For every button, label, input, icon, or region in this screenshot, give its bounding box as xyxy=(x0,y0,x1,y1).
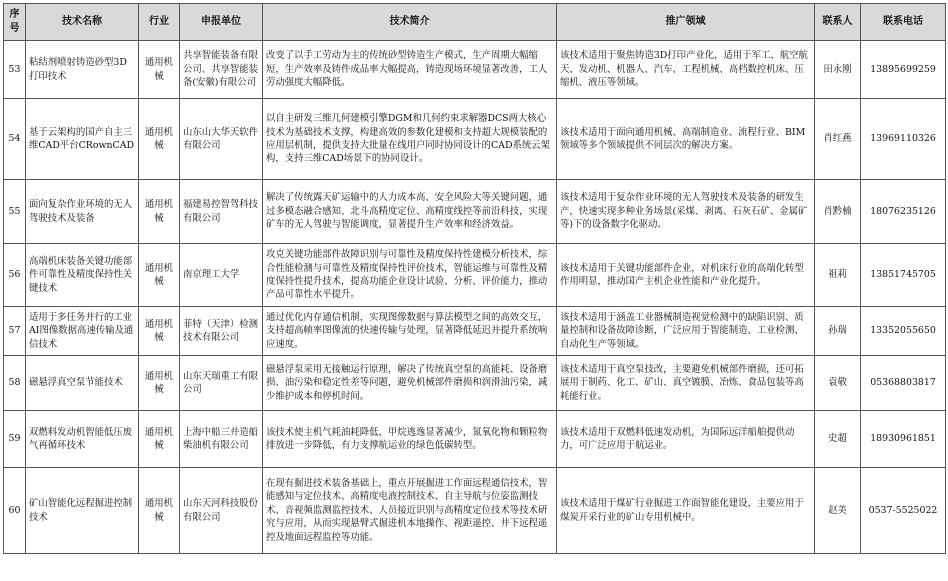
applicant-unit: 南京理工大学 xyxy=(180,244,263,307)
tech-name: 磁悬浮真空泵节能技术 xyxy=(26,356,139,411)
header-row xyxy=(4,4,946,41)
contact-phone: 13895699259 xyxy=(861,41,946,99)
tech-promotion-table xyxy=(3,3,946,554)
header-industry: 行业 xyxy=(139,4,180,41)
header-name: 技术名称 xyxy=(26,4,139,41)
contact-person: 史超 xyxy=(815,411,861,468)
industry: 通用机械 xyxy=(139,307,180,356)
row-number: 56 xyxy=(4,244,26,307)
contact-person: 田永刚 xyxy=(815,41,861,99)
contact-phone: 13352055650 xyxy=(861,307,946,356)
promotion-field: 该技术适用于关键功能部件企业，对机床行业的高端化转型作用明显，推动国产主机企业性能和产业化提升。 xyxy=(557,244,815,307)
header-intro: 技术简介 xyxy=(263,4,557,41)
tech-intro: 攻克关键功能部件故障识别与可靠性及精度保持性建模分析技术，综合性能检测与可靠性及精度保持性评价技术，智能运维与可靠性及精度保持性提升技术，提高功能企业设计试验、分析、评价能力，推动产品可靠性水平提升。 xyxy=(263,244,557,307)
tech-name: 面向复杂作业环境的无人驾驶技术及装备 xyxy=(26,180,139,244)
promotion-field: 该技术适用于双燃料低速发动机，为国际远洋船舶提供动力，可广泛应用于航运业。 xyxy=(557,411,815,468)
industry: 通用机械 xyxy=(139,180,180,244)
tech-intro: 通过优化内存通信机制，实现图像数据与算法模型之间的高效交互，支持超高帧率图像流的快速传输与处理，显著降低延迟并提升系统响应速度。 xyxy=(263,307,557,356)
contact-person: 肖黔楠 xyxy=(815,180,861,244)
contact-person: 祖莉 xyxy=(815,244,861,307)
header-contact: 联系人 xyxy=(815,4,861,41)
applicant-unit: 上海中船三井造船柴油机有限公司 xyxy=(180,411,263,468)
contact-phone: 0537-5525022 xyxy=(861,468,946,554)
tech-intro: 以自主研发三维几何建模引擎DGM和几何约束求解器DCS两大核心技术为基础技术支撑，构建高效的参数化建模和支持超大规模装配的应用层机制，提供支持大批量在线用户同时协同设计的CAD系统云架构，支持三维CAD场景下的协同设计。 xyxy=(263,99,557,180)
table-row xyxy=(4,411,946,468)
tech-intro: 磁悬浮泵采用无接触运行原理，解决了传统真空泵的高能耗、设备磨损、油污染和稳定性差等问题，避免机械部件磨损和润滑油污染，减少维护成本和停机时间。 xyxy=(263,356,557,411)
tech-intro: 该技术使主机气耗油耗降低，甲烷逃逸显著减少，氮氧化物和颗粒物排放进一步降低，有力支撑航运业的绿色低碳转型。 xyxy=(263,411,557,468)
table-row xyxy=(4,307,946,356)
industry: 通用机械 xyxy=(139,244,180,307)
row-number: 59 xyxy=(4,411,26,468)
tech-name: 高端机床装备关键功能部件可靠性及精度保持性关键技术 xyxy=(26,244,139,307)
header-unit: 申报单位 xyxy=(180,4,263,41)
contact-person: 肖红燕 xyxy=(815,99,861,180)
contact-phone: 13969110326 xyxy=(861,99,946,180)
contact-person: 孙瑞 xyxy=(815,307,861,356)
tech-intro: 解决了传统露天矿运输中的人力成本高、安全风险大等关键问题，通过多模态融合感知、北斗高精度定位、高精度线控等前沿科技，实现矿车的无人驾驶与智能调度，显著提升生产效率和经济效益。 xyxy=(263,180,557,244)
promotion-field: 该技术适用于煤矿行业掘进工作面智能化建设，主要应用于煤炭开采行业的矿山专用机械中。 xyxy=(557,468,815,554)
contact-person: 赵美 xyxy=(815,468,861,554)
header-no: 序号 xyxy=(4,4,26,41)
industry: 通用机械 xyxy=(139,468,180,554)
row-number: 54 xyxy=(4,99,26,180)
applicant-unit: 菲特（天津）检测技术有限公司 xyxy=(180,307,263,356)
contact-phone: 18930961851 xyxy=(861,411,946,468)
table-row xyxy=(4,244,946,307)
promotion-field: 该技术适用于复杂作业环境的无人驾驶技术及装备的研发生产，快速实现多种业务场景(采煤、剥离、石灰石矿、金属矿等)下的设备数字化驱动。 xyxy=(557,180,815,244)
applicant-unit: 共享智能装备有限公司、共享智能装备(安徽)有限公司 xyxy=(180,41,263,99)
table-row xyxy=(4,180,946,244)
tech-intro: 改变了以手工劳动为主的传统砂型铸造生产模式，生产周期大幅缩短，生产效率及铸件成品率大幅提高，铸造现场环境显著改善，工人劳动强度大幅降低。 xyxy=(263,41,557,99)
table-row xyxy=(4,468,946,554)
contact-phone: 05368803817 xyxy=(861,356,946,411)
contact-phone: 13851745705 xyxy=(861,244,946,307)
promotion-field: 该技术适用于聚焦铸造3D打印产业化，适用于军工、航空航天、发动机、机器人、汽车、工程机械、高档数控机床、压缩机、液压等领域。 xyxy=(557,41,815,99)
row-number: 55 xyxy=(4,180,26,244)
row-number: 53 xyxy=(4,41,26,99)
tech-name: 双燃料发动机智能低压废气再循环技术 xyxy=(26,411,139,468)
tech-name: 适用于多任务并行的工业AI图像数据高速传输及通信技术 xyxy=(26,307,139,356)
tech-name: 粘结剂喷射铸造砂型3D打印技术 xyxy=(26,41,139,99)
tech-intro: 在现有掘进技术装备基础上，重点开展掘进工作面远程通信技术，智能感知与定位技术、高精度电液控制技术、自主导航与位姿监测技术、音视频监测监控技术、人员接近识别与高精度定位技术等技术研究与应用，从而实现悬臂式掘进机本地操作、视距遥控、井下远程遥控及地面远程监控等功能。 xyxy=(263,468,557,554)
promotion-field: 该技术适用于真空泵技改，主要避免机械部件磨损，还可拓展用于制药、化工、矿山、真空镀膜、冶炼、食品包装等高耗能行业。 xyxy=(557,356,815,411)
table-row xyxy=(4,41,946,99)
contact-phone: 18076235126 xyxy=(861,180,946,244)
header-field: 推广领域 xyxy=(557,4,815,41)
applicant-unit: 福建易控智驾科技有限公司 xyxy=(180,180,263,244)
table-row xyxy=(4,356,946,411)
table-row xyxy=(4,99,946,180)
row-number: 60 xyxy=(4,468,26,554)
industry: 通用机械 xyxy=(139,356,180,411)
contact-person: 袁敬 xyxy=(815,356,861,411)
tech-name: 基于云架构的国产自主三维CAD平台CRownCAD xyxy=(26,99,139,180)
tech-name: 矿山智能化远程掘进控制技术 xyxy=(26,468,139,554)
applicant-unit: 山东天河科技股份有限公司 xyxy=(180,468,263,554)
header-phone: 联系电话 xyxy=(861,4,946,41)
industry: 通用机械 xyxy=(139,99,180,180)
promotion-field: 该技术适用于面向通用机械、高端制造业、流程行业、BIM领域等多个领域提供不同层次的解决方案。 xyxy=(557,99,815,180)
promotion-field: 该技术适用于涵盖工业器械制造视觉检测中的缺陷识别、质量控制和设备故障诊断，广泛应用于智能制造、工业检测、自动化生产等领域。 xyxy=(557,307,815,356)
row-number: 58 xyxy=(4,356,26,411)
applicant-unit: 山东天瑞重工有限公司 xyxy=(180,356,263,411)
industry: 通用机械 xyxy=(139,41,180,99)
industry: 通用机械 xyxy=(139,411,180,468)
row-number: 57 xyxy=(4,307,26,356)
applicant-unit: 山东山大华天软件有限公司 xyxy=(180,99,263,180)
